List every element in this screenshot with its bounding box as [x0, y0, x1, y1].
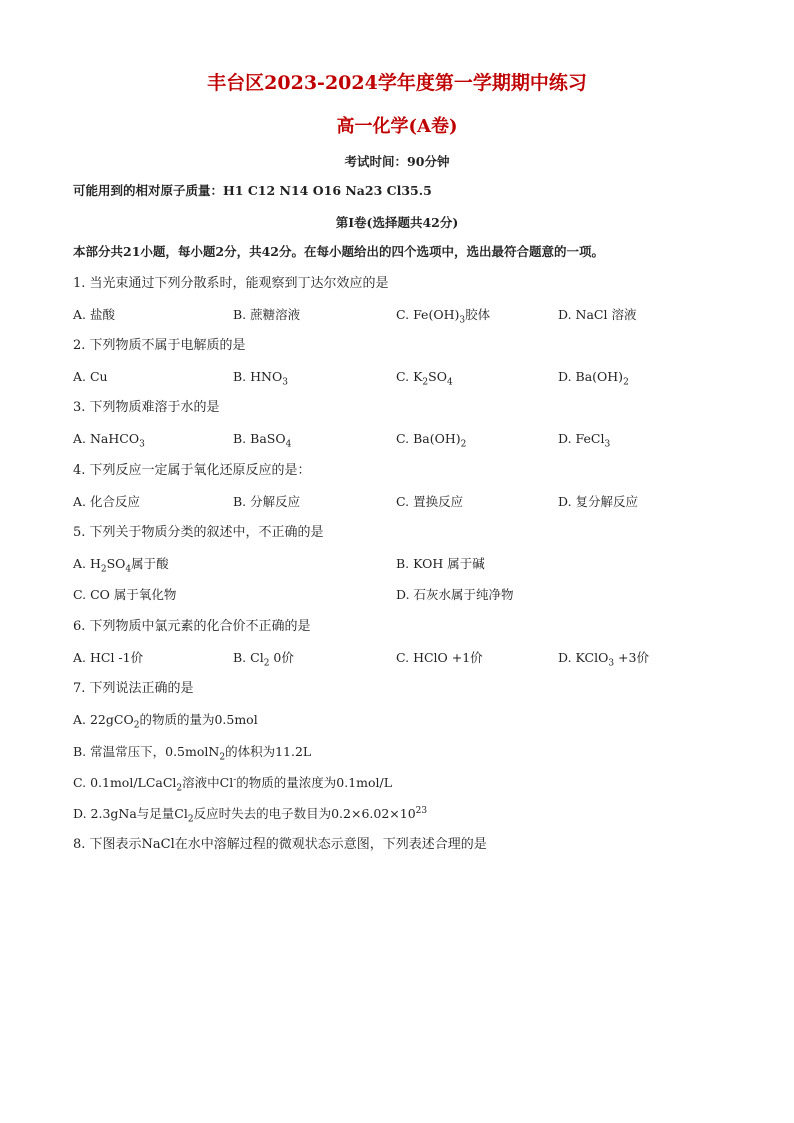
q2-option-d: D. $Ba(OH)_2$ [558, 369, 629, 388]
q1-option-b: B. 蔗糖溶液 [233, 307, 301, 322]
q7-option-a: A. 22gCO$_2$的物质的量为0.5mol [73, 712, 258, 731]
q6-option-b: B. $Cl_2$ 0价 [233, 650, 294, 669]
q2-option-c: C. $K_2SO_4$ [396, 369, 453, 388]
q7-option-c: C. 0.1mol/LCaCl$_2$溶液中Cl-的物质的量浓度为0.1mol/L [73, 774, 393, 794]
q4-option-a: A. 化合反应 [73, 494, 140, 509]
question-4-stem: 4. 下列反应一定属于氧化还原反应的是： [73, 463, 311, 478]
q3-option-d: D. FeCl$_3$ [558, 431, 611, 450]
question-3-stem: 3. 下列物质难溶于水的是 [73, 400, 220, 415]
exam-subtitle: 高一化学(A卷) [336, 116, 458, 137]
q4-option-b: B. 分解反应 [233, 494, 301, 509]
q6-option-a: A. HCl -1价 [73, 650, 144, 665]
q3-option-b: B. BaSO$_4$ [233, 431, 292, 450]
question-6-stem: 6. 下列物质中氯元素的化合价不正确的是 [73, 619, 311, 634]
q5-option-a: A. $H_2SO_4$属于酸 [73, 556, 169, 575]
q3-option-a: A. NaHCO$_3$ [73, 431, 145, 450]
q5-option-b: B. KOH 属于碱 [396, 556, 485, 571]
question-7-stem: 7. 下列说法正确的是 [73, 681, 194, 696]
question-1-stem: 1. 当光束通过下列分散系时，能观察到丁达尔效应的是 [73, 276, 389, 291]
q1-option-a: A. 盐酸 [73, 307, 115, 322]
exam-title: 丰台区2023-2024学年度第一学期期中练习 [207, 72, 587, 94]
question-2-stem: 2. 下列物质不属于电解质的是 [73, 338, 246, 353]
q1-option-c: C. $Fe(OH)_3$胶体 [396, 307, 491, 326]
q1-option-d: D. NaCl 溶液 [558, 307, 637, 322]
question-8-stem: 8. 下图表示NaCl在水中溶解过程的微观状态示意图，下列表述合理的是 [73, 837, 487, 852]
q5-option-c: C. CO 属于氧化物 [73, 587, 177, 602]
q2-option-a: A. Cu [73, 369, 108, 384]
question-5-stem: 5. 下列关于物质分类的叙述中，不正确的是 [73, 525, 324, 540]
q2-option-b: B. $HNO_3$ [233, 369, 288, 388]
atomic-masses: 可能用到的相对原子质量：H1 C12 N14 O16 Na23 Cl35.5 [73, 183, 432, 198]
section-title: 第I卷(选择题共42分) [335, 215, 459, 230]
q7-option-d: D. 2.3gNa与足量$Cl_2$反应时失去的电子数目为$0.2\times 6.02\times 10^{23}$ [73, 805, 428, 825]
q4-option-d: D. 复分解反应 [558, 494, 639, 509]
q5-option-d: D. 石灰水属于纯净物 [396, 587, 514, 602]
q4-option-c: C. 置换反应 [396, 494, 464, 509]
q7-option-b: B. 常温常压下，0.5molN$_2$的体积为11.2L [73, 744, 312, 763]
exam-time: 考试时间：90分钟 [344, 154, 450, 169]
instructions: 本部分共21小题，每小题2分，共42分。在每小题给出的四个选项中，选出最符合题意的一项。 [73, 244, 604, 259]
q3-option-c: C. $Ba(OH)_2$ [396, 431, 467, 450]
q6-option-d: D. KClO$_3$ +3价 [558, 650, 649, 669]
q6-option-c: C. HClO +1价 [396, 650, 483, 665]
